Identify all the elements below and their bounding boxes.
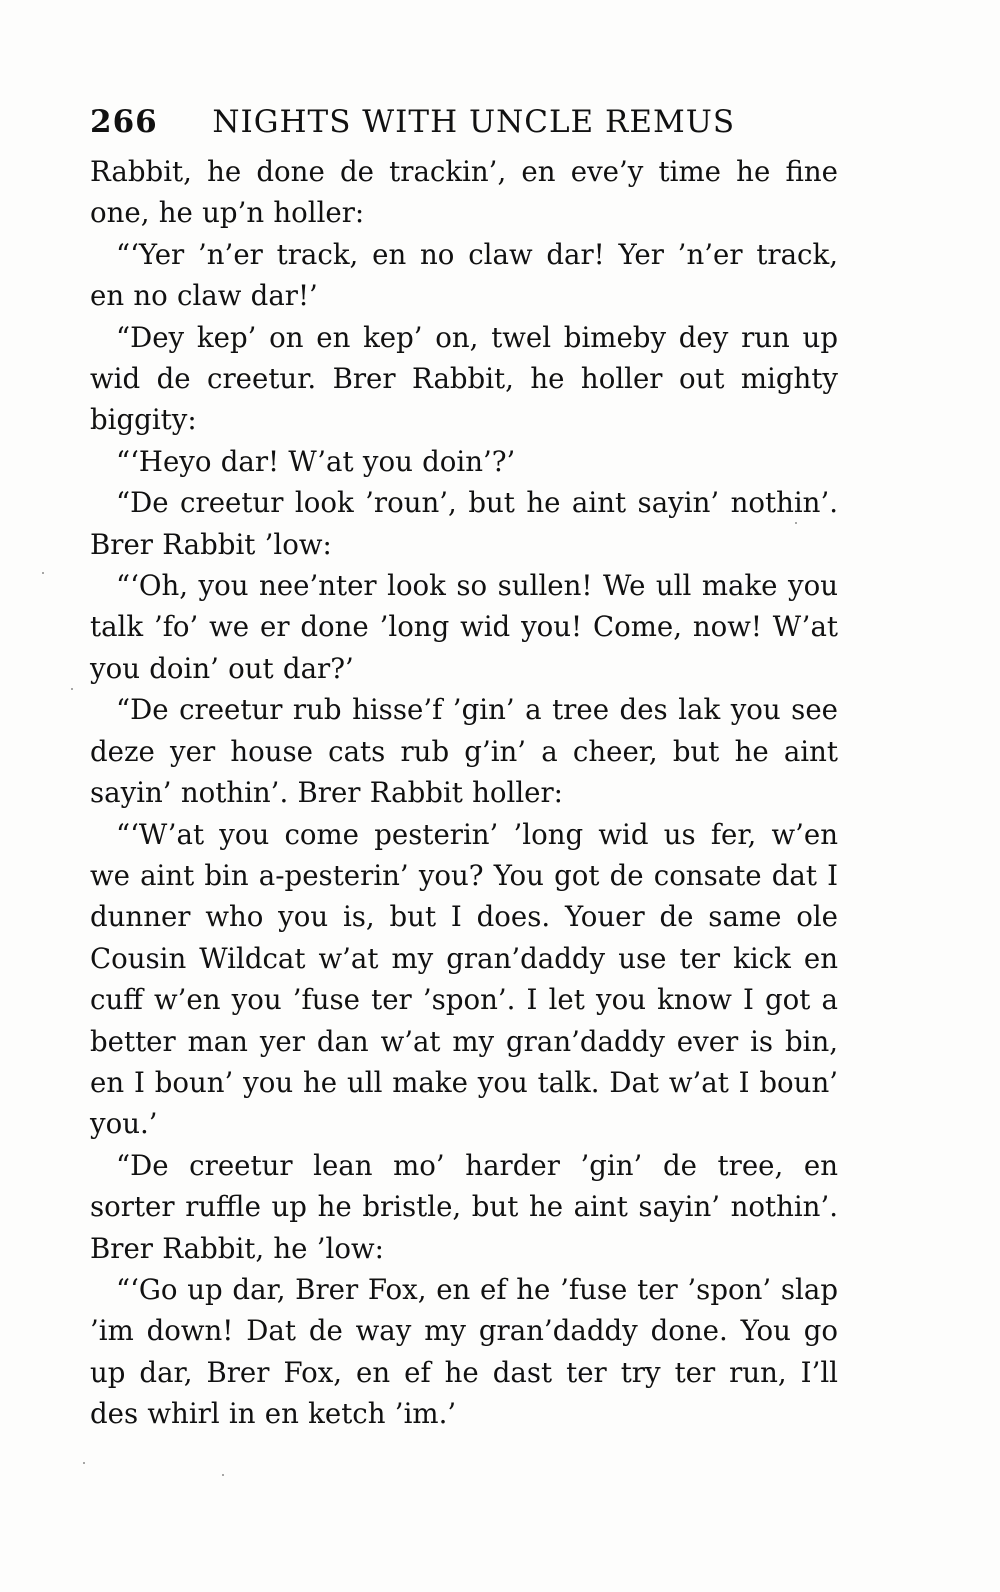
running-title: NIGHTS WITH UNCLE REMUS	[212, 104, 736, 140]
paper-speck	[795, 522, 797, 524]
paragraph: “‘Oh, you nee’nter look so sullen! We ull make you talk ’fo’ we er done ’long wid you! Come, now! W’at you doin’ out dar?’	[90, 569, 838, 685]
paragraph: “‘Go up dar, Brer Fox, en ef he ’fuse ter ’spon’ slap ’im down! Dat de way my gran’daddy done. You go up dar, Brer Fox, en ef he dast ter try ter run, I’ll des whirl in en ketch ’im.’	[90, 1272, 838, 1431]
paragraph: “‘Yer ’n’er track, en no claw dar! Yer ’n’er track, en no claw dar!’	[90, 237, 838, 313]
page-number: 266	[90, 104, 158, 140]
paragraph: “Dey kep’ on en kep’ on, twel bimeby dey run up wid de creetur. Brer Rabbit, he holler out mighty biggity:	[90, 320, 838, 437]
paper-speck	[71, 688, 73, 690]
paragraph: “De creetur look ’roun’, but he aint sayin’ nothin’. Brer Rabbit ’low:	[90, 486, 838, 561]
paper-speck	[83, 1462, 85, 1464]
paragraph: “De creetur rub hisse’f ’gin’ a tree des lak you see deze yer house cats rub g’in’ a cheer, but he aint sayin’ nothin’. Brer Rabbit holler:	[90, 693, 838, 810]
paragraph: “‘W’at you come pesterin’ ’long wid us fer, w’en we aint bin a-pesterin’ you? You got de consate dat I dunner who you is, but I does. Youer de same ole Cousin Wildcat w’at my gran’daddy use ter kick en cuff w’en you ’fuse ter ’spon’. I let you know I got a better man yer dan w’at my gran’daddy ever is bin, en I boun’ you he ull make you talk. Dat w’at I boun’ you.’	[90, 817, 838, 1141]
running-header	[90, 100, 850, 144]
paragraph: “De creetur lean mo’ harder ’gin’ de tree, en sorter ruffle up he bristle, but he aint sayin’ nothin’. Brer Rabbit, he ’low:	[90, 1148, 838, 1265]
paper-speck	[222, 1474, 224, 1476]
body-text	[90, 151, 838, 1435]
paragraph-continuation: Rabbit, he done de trackin’, en eve’y time he fine one, he up’n holler:	[90, 155, 838, 230]
paragraph: “‘Heyo dar! W’at you doin’?’	[116, 444, 516, 478]
paper-speck	[42, 572, 44, 574]
